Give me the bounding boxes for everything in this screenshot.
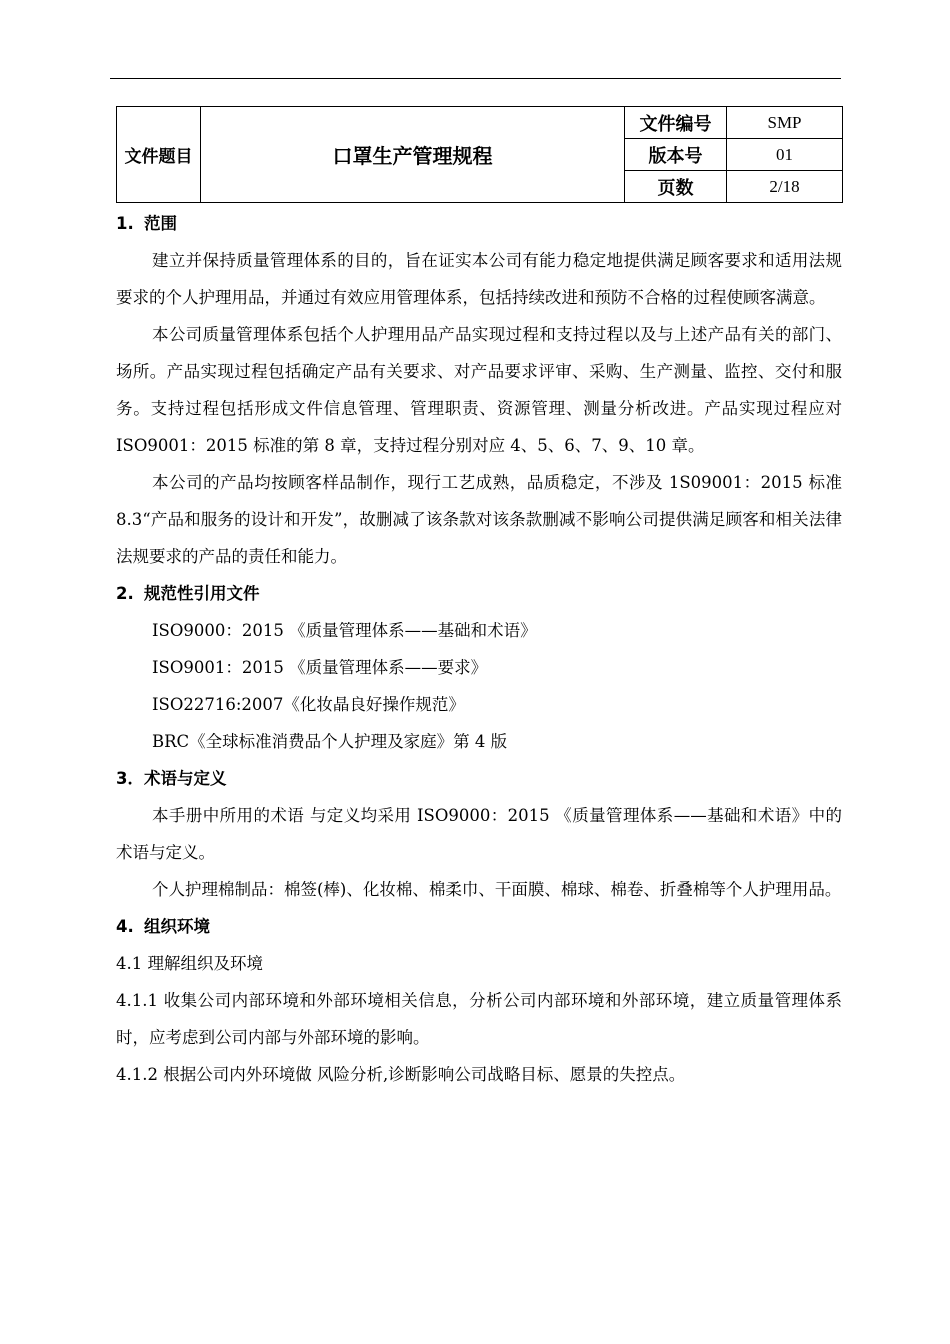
section-title: 范围 — [144, 214, 177, 233]
document-title: 口罩生产管理规程 — [201, 107, 625, 203]
section-3-paragraph-1: 本手册中所用的术语 与定义均采用 ISO9000：2015 《质量管理体系——基础和术语》中的术语与定义。 — [116, 806, 842, 862]
section-number: 3． — [116, 769, 144, 788]
section-number: 2. — [116, 584, 134, 603]
section-2-heading — [116, 575, 842, 612]
title-label: 文件题目 — [117, 107, 201, 203]
section-title: 规范性引用文件 — [144, 584, 260, 603]
document-header-table — [116, 106, 843, 203]
reference-item: ISO9001：2015 《质量管理体系——要求》 — [152, 658, 488, 677]
section-1-paragraph-2: 本公司质量管理体系包括个人护理用品产品实现过程和支持过程以及与上述产品有关的部门、场所。产品实现过程包括确定产品有关要求、对产品要求评审、采购、生产测量、监控、交付和服务。支持过程包括形成文件信息管理、管理职责、资源管理、测量分析改进。产品实现过程应对 ISO9001：2015 标准的第 8 章，支持过程分别对应 4、5、6、7、9、10 章。 — [116, 325, 842, 455]
doc-number-value: SMP — [727, 107, 843, 139]
version-label: 版本号 — [625, 139, 727, 171]
section-3-paragraph-2: 个人护理棉制品：棉签(棒)、化妆棉、棉柔巾、干面膜、棉球、棉卷、折叠棉等个人护理用品。 — [152, 880, 842, 899]
reference-item: ISO9000：2015 《质量管理体系——基础和术语》 — [152, 621, 537, 640]
doc-number-label: 文件编号 — [625, 107, 727, 139]
reference-item: BRC《全球标准消费品个人护理及家庭》第 4 版 — [152, 732, 508, 751]
section-4-heading — [116, 908, 842, 945]
section-title: 组织环境 — [144, 917, 210, 936]
reference-item: ISO22716:2007《化妆晶良好操作规范》 — [152, 695, 465, 714]
section-number: 1. — [116, 214, 134, 233]
section-1-heading — [116, 205, 842, 242]
subsection-4-1-2: 4.1.2 根据公司内外环境做 风险分析,诊断影响公司战略目标、愿景的失控点。 — [116, 1065, 686, 1084]
section-3-heading — [116, 760, 842, 797]
subsection-4-1: 4.1 理解组织及环境 — [116, 954, 263, 973]
pages-value: 2/18 — [727, 171, 843, 203]
header-rule — [110, 78, 841, 79]
document-body — [116, 205, 842, 1093]
section-number: 4. — [116, 917, 134, 936]
section-1-paragraph-3: 本公司的产品均按顾客样品制作，现行工艺成熟，品质稳定，不涉及 1S09001：2015 标准 8.3“产品和服务的设计和开发”，故删减了该条款对该条款删减不影响公司提供满足顾客和相关法律法规要求的产品的责任和能力。 — [116, 473, 842, 566]
section-1-paragraph-1: 建立并保持质量管理体系的目的，旨在证实本公司有能力稳定地提供满足顾客要求和适用法规要求的个人护理用品，并通过有效应用管理体系，包括持续改进和预防不合格的过程使顾客满意。 — [116, 251, 842, 307]
version-value: 01 — [727, 139, 843, 171]
pages-label: 页数 — [625, 171, 727, 203]
section-title: 术语与定义 — [144, 769, 227, 788]
subsection-4-1-1: 4.1.1 收集公司内部环境和外部环境相关信息，分析公司内部环境和外部环境，建立质量管理体系时，应考虑到公司内部与外部环境的影响。 — [116, 991, 842, 1047]
